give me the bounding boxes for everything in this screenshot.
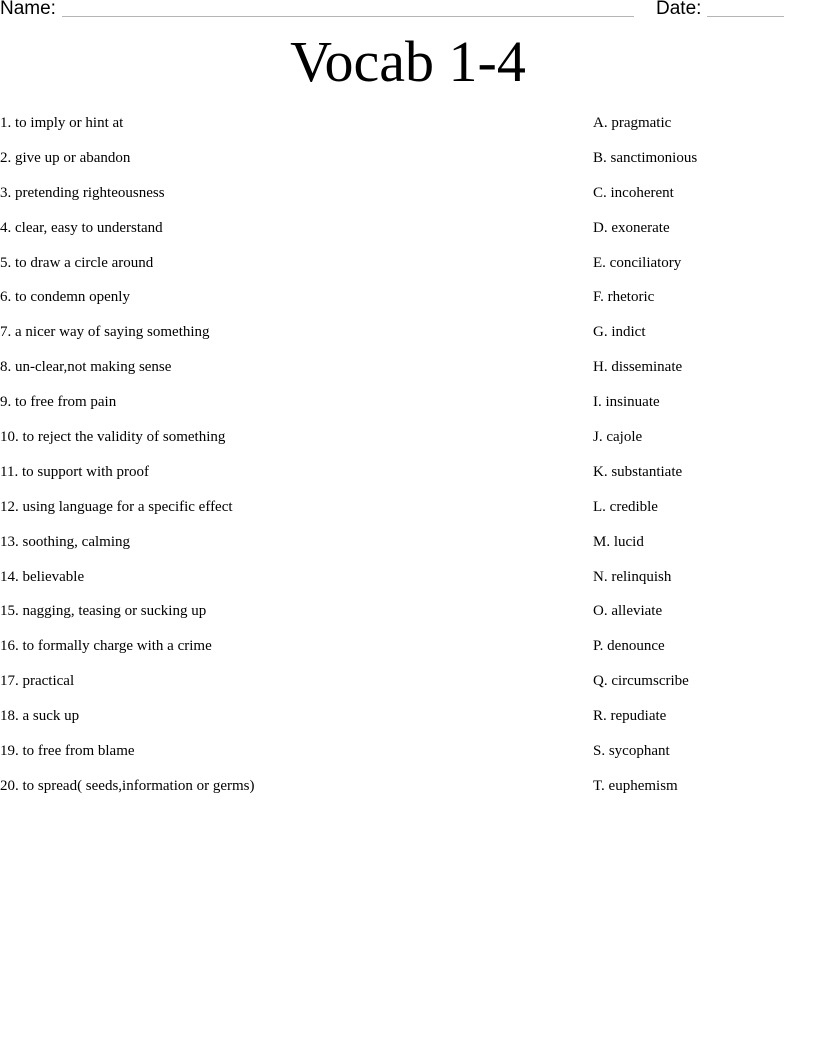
date-blank-line bbox=[707, 16, 784, 17]
word-bank-item: P. denounce bbox=[593, 638, 665, 655]
word-bank-item: M. lucid bbox=[593, 533, 644, 550]
definition-item: 7. a nicer way of saying something bbox=[0, 324, 210, 341]
definition-item: 20. to spread( seeds,information or germs) bbox=[0, 777, 255, 794]
definition-item: 18. a suck up bbox=[0, 708, 80, 725]
definition-item: 17. practical bbox=[0, 673, 75, 690]
word-bank-item: J. cajole bbox=[593, 429, 643, 446]
definition-item: 12. using language for a specific effect bbox=[0, 498, 233, 515]
worksheet-header bbox=[0, 0, 816, 24]
word-bank-item: B. sanctimonious bbox=[593, 149, 698, 166]
definition-item: 2. give up or abandon bbox=[0, 149, 131, 166]
word-bank-item: F. rhetoric bbox=[593, 289, 655, 306]
name-label: Name: bbox=[0, 0, 56, 19]
word-bank-item: L. credible bbox=[593, 498, 658, 515]
word-bank-item: K. substantiate bbox=[593, 463, 683, 480]
word-bank-item: N. relinquish bbox=[593, 568, 672, 585]
word-bank-item: A. pragmatic bbox=[593, 115, 672, 131]
word-bank-item: S. sycophant bbox=[593, 743, 670, 760]
word-bank-item: G. indict bbox=[593, 324, 646, 341]
definition-item: 4. clear, easy to understand bbox=[0, 219, 163, 236]
definition-item: 19. to free from blame bbox=[0, 743, 135, 760]
definition-item: 16. to formally charge with a crime bbox=[0, 638, 212, 655]
definition-item: 5. to draw a circle around bbox=[0, 254, 154, 271]
word-bank-item: O. alleviate bbox=[593, 603, 663, 620]
definition-item: 3. pretending righteousness bbox=[0, 184, 165, 201]
word-bank-item: Q. circumscribe bbox=[593, 673, 689, 690]
page-title: Vocab 1-4 bbox=[290, 29, 526, 94]
definition-item: 11. to support with proof bbox=[0, 463, 150, 480]
word-bank-item: R. repudiate bbox=[593, 708, 667, 725]
date-label: Date: bbox=[656, 0, 702, 19]
definition-item: 13. soothing, calming bbox=[0, 533, 130, 550]
word-bank-item: T. euphemism bbox=[593, 777, 678, 794]
word-bank-item: H. disseminate bbox=[593, 359, 683, 376]
definition-item: 8. un-clear,not making sense bbox=[0, 359, 172, 376]
word-bank-item: E. conciliatory bbox=[593, 254, 682, 271]
word-bank-item: C. incoherent bbox=[593, 184, 674, 201]
definition-item: 6. to condemn openly bbox=[0, 289, 130, 306]
definition-item: 10. to reject the validity of something bbox=[0, 429, 226, 446]
word-bank-item: D. exonerate bbox=[593, 219, 670, 236]
definitions-list bbox=[0, 112, 560, 810]
definition-item: 9. to free from pain bbox=[0, 394, 117, 411]
word-bank-item: I. insinuate bbox=[593, 394, 660, 411]
definition-item: 14. believable bbox=[0, 568, 85, 585]
definition-item: 15. nagging, teasing or sucking up bbox=[0, 603, 207, 620]
definition-item: 1. to imply or hint at bbox=[0, 115, 124, 131]
word-bank-list bbox=[593, 112, 808, 810]
name-blank-line bbox=[62, 16, 634, 17]
